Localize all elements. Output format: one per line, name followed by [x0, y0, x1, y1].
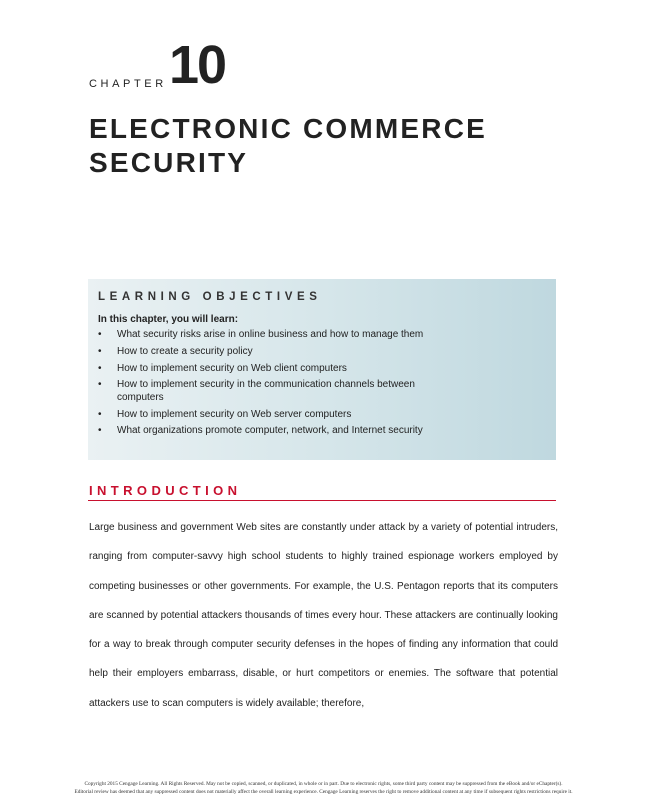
- footer-line-1: Copyright 2015 Cengage Learning. All Rights Reserved. May not be copied, scanned, or duplicated, in whole or in part. Due to electronic rights, some third party content may be suppressed from the eBook and/or eChapter(s).: [84, 781, 563, 787]
- objective-text: How to implement security in the communication channels between computers: [117, 379, 415, 403]
- copyright-footer: [0, 780, 647, 796]
- list-item: [98, 346, 447, 358]
- learning-objectives-box: [88, 279, 556, 460]
- footer-line-2: Editorial review has deemed that any suppressed content does not materially affect the overall learning experience. Cengage Learning reserves the right to remove additional content at any time if subsequent rights restrictions require it.: [74, 789, 573, 795]
- chapter-title: ELECTRONIC COMMERCE SECURITY: [89, 113, 488, 178]
- bullet-icon: •: [98, 329, 102, 340]
- bullet-icon: •: [98, 379, 102, 391]
- objective-text: What organizations promote computer, network, and Internet security: [117, 425, 423, 437]
- list-item: [98, 409, 447, 421]
- bullet-icon: •: [98, 408, 102, 420]
- bullet-icon: •: [98, 362, 102, 374]
- list-item: [98, 425, 447, 437]
- list-item: [98, 329, 447, 341]
- introduction-body: Large business and government Web sites are constantly under attack by a variety of potential intruders, ranging from computer-savvy high school students to highly trained espionage workers employed by competing businesses or other governments. For example, the U.S. Pentagon reports that its computers are scanned by potential attackers thousands of times every hour. These attackers are continually looking for a way to break through computer security defenses in the hopes of finding any information that could help their employers embarrass, disable, or hurt competitors or enemies. The software that potential attackers use to scan computers is widely available; therefore,: [89, 522, 558, 709]
- objective-text: How to create a security policy: [117, 345, 253, 357]
- bullet-icon: •: [98, 425, 102, 437]
- list-item: [98, 379, 447, 404]
- learning-objectives-heading: LEARNING OBJECTIVES: [98, 291, 322, 303]
- introduction-heading: INTRODUCTION: [89, 483, 242, 498]
- list-item: [98, 363, 447, 375]
- chapter-label: CHAPTER: [89, 78, 167, 90]
- section-divider: [88, 500, 556, 501]
- objective-text: How to implement security on Web client computers: [117, 362, 347, 374]
- bullet-icon: •: [98, 345, 102, 357]
- objective-text: What security risks arise in online business and how to manage them: [117, 329, 424, 340]
- chapter-number: 10: [169, 35, 226, 95]
- objective-text: How to implement security on Web server computers: [117, 408, 352, 420]
- learning-objectives-list: [98, 329, 556, 438]
- learning-objectives-intro: In this chapter, you will learn:: [98, 314, 239, 325]
